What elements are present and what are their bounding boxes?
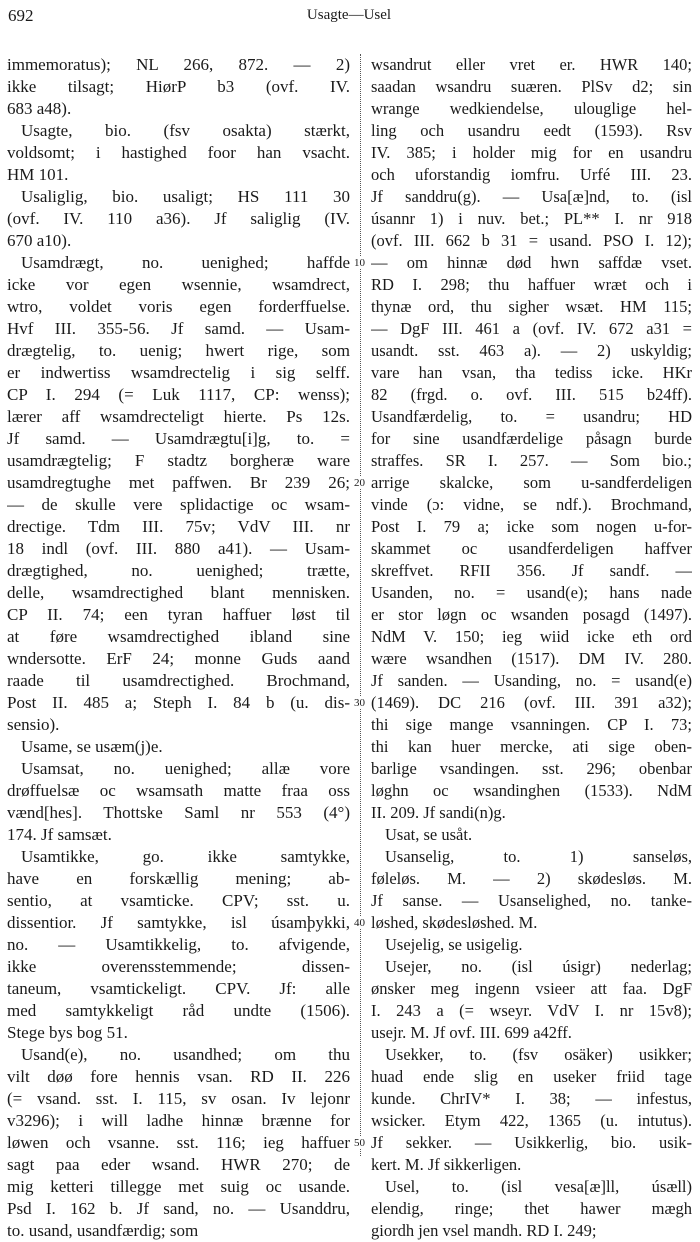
text-line: Post II. 485 a; Steph I. 84 b (u. dis- <box>7 693 350 712</box>
text-line: I. 243 a (= wseyr. VdV I. nr 15v8); <box>371 1001 692 1020</box>
text-line: Hvf III. 355-56. Jf samd. — Usam- <box>7 319 350 338</box>
text-line: Jf sanse. — Usanselighed, no. tanke- <box>371 891 692 910</box>
text-line: usandt. sst. 463 a). — 2) uskyldig; <box>371 341 692 360</box>
text-line: skammet oc usandferdeligen haffver <box>371 539 692 558</box>
text-line: er indwertiss wsamdrectelig i sig selff. <box>7 363 350 382</box>
text-line: dissentior. Jf samtykke, isl úsamþykki, <box>7 913 350 932</box>
text-line: mig ketteri tillegge met suig oc usande. <box>7 1177 350 1196</box>
text-line: sagt paa eder wsand. HWR 270; de <box>7 1155 350 1174</box>
text-line: usamdregtughe met paffwen. Br 239 26; <box>7 473 350 492</box>
text-line: Usanden, no. = usand(e); hans nade <box>371 583 692 602</box>
text-line: NdM V. 150; ieg wiid icke eth ord <box>371 627 692 646</box>
text-line: to. usand, usandfærdig; som <box>7 1221 199 1240</box>
text-line: taneum, vsamtickeligt. CPV. Jf: alle <box>7 979 350 998</box>
text-line: raade til usamdrectighed. Brochmand, <box>7 671 350 690</box>
text-line: (ovf. IV. 110 a36). Jf saliglig (IV. <box>7 209 350 228</box>
text-line: Usel, to. (isl vesa[æ]ll, úsæll) <box>385 1177 692 1196</box>
text-line: drægtighed, no. uenighed; trætte, <box>7 561 350 580</box>
text-line: elendig, ringe; thet hawer mægh <box>371 1199 692 1218</box>
text-line: Psd I. 162 b. Jf sand, no. — Usanddru, <box>7 1199 350 1218</box>
text-line: Usejelig, se usigelig. <box>385 935 523 954</box>
text-line: ikke tilsagt; HiørP b3 (ovf. IV. <box>7 77 350 96</box>
text-line: Post I. 79 a; icke som nogen u-for- <box>371 517 692 536</box>
text-line: drægtelig, to. uenig; hwert rige, som <box>7 341 350 360</box>
text-line: Usamdrægt, no. uenighed; haffde <box>21 253 350 272</box>
line-number: 40 <box>354 917 365 929</box>
text-line: v3296); i will ladhe hinnæ brænne for <box>7 1111 350 1130</box>
left-column <box>7 54 350 1242</box>
text-line: vare han vsan, tha tediss icke. HKr <box>371 363 692 382</box>
text-line: wære wsandhen (1517). DM IV. 280. <box>371 649 692 668</box>
text-line: (1469). DC 216 (ovf. III. 391 a32); <box>371 693 692 712</box>
text-line: er stor løgn oc wsanden posagd (1497). <box>371 605 692 624</box>
text-line: CP II. 74; een tyran haffuer løst til <box>7 605 350 624</box>
text-line: wndersotte. ErF 24; monne Guds aand <box>7 649 350 668</box>
text-line: 18 indl (ovf. III. 880 a41). — Usam- <box>7 539 350 558</box>
text-line: skreffvet. RFII 356. Jf sandf. — <box>371 561 692 580</box>
text-line: IV. 385; i holder mig for en usandru <box>371 143 692 162</box>
text-line: wsandrut eller vret er. HWR 140; <box>371 55 692 74</box>
text-line: Usat, se usåt. <box>385 825 473 844</box>
text-line: HM 101. <box>7 165 69 184</box>
text-line: lærer aff wsamdrecteligt hierte. Ps 12s. <box>7 407 350 426</box>
column-divider <box>360 54 361 1156</box>
text-line: ikke overensstemmende; dissen- <box>7 957 350 976</box>
text-line: 683 a48). <box>7 99 72 118</box>
text-line: kunde. ChrIV* I. 38; — infestus, <box>371 1089 692 1108</box>
text-line: Usagte, bio. (fsv osakta) stærkt, <box>21 121 350 140</box>
right-column <box>371 54 692 1242</box>
text-line: Jf sekker. — Usikkerlig, bio. usik- <box>371 1133 692 1152</box>
text-line: wrange wedkiendelse, ulouglige hel- <box>371 99 692 118</box>
text-line: kert. M. Jf sikkerligen. <box>371 1155 522 1174</box>
text-line: usamdrægtelig; F stadtz borgheræ ware <box>7 451 350 470</box>
text-line: drøffuelsæ oc wsamsath matte fraa oss <box>7 781 350 800</box>
text-line: Usamtikke, go. ikke samtykke, <box>21 847 350 866</box>
line-number: 10 <box>354 257 365 269</box>
text-line: no. — Usamtikkelig, to. afvigende, <box>7 935 350 954</box>
text-line: med samtykkeligt råd undte (1506). <box>7 1001 350 1020</box>
text-line: Usejer, no. (isl úsigr) nederlag; <box>385 957 692 976</box>
text-line: — de skulle vere splidactige oc wsam- <box>7 495 350 514</box>
text-line: Usame, se usæm(j)e. <box>21 737 163 756</box>
text-line: løwen och vsanne. sst. 116; ieg haffuer <box>7 1133 350 1152</box>
text-line: Jf samd. — Usamdrægtu[i]g, to. = <box>7 429 350 448</box>
text-line: Usekker, to. (fsv osäker) usikker; <box>385 1045 692 1064</box>
text-line: voldsomt; i hastighed foor han vsacht. <box>7 143 350 162</box>
text-line: thi sige mange vsanningen. CP I. 73; <box>371 715 692 734</box>
page-header <box>8 6 690 28</box>
text-line: vænd[hes]. Thottske Saml nr 553 (4°) <box>7 803 350 822</box>
text-line: (ovf. III. 662 b 31 = usand. PSO I. 12); <box>371 231 692 250</box>
text-line: barlige vsandingen. sst. 296; obenbar <box>371 759 692 778</box>
running-title: Usagte—Usel <box>306 7 392 23</box>
text-line: Usanselig, to. 1) sanseløs, <box>385 847 692 866</box>
text-line: icke vor egen wsennie, wsamdrect, <box>7 275 350 294</box>
text-line: — DgF III. 461 a (ovf. IV. 672 a31 = <box>371 319 692 338</box>
page-number: 692 <box>8 6 34 25</box>
text-line: 82 (frgd. o. ovf. III. 515 b24ff). <box>371 385 692 404</box>
text-line: ønsker meg ingenn vsieer att faa. DgF <box>371 979 692 998</box>
text-line: usejr. M. Jf ovf. III. 699 a42ff. <box>371 1023 572 1042</box>
text-line: vinde (ɔ: vidne, se ndf.). Brochmand, <box>371 495 692 514</box>
text-line: saadan wsandru suæren. PlSv d2; sin <box>371 77 692 96</box>
text-line: úsannr 1) i nuv. bet.; PL** I. nr 918 <box>371 209 692 228</box>
text-line: — om hinnæ død hwn saffdæ vset. <box>371 253 692 272</box>
line-number: 20 <box>354 477 365 489</box>
line-number: 30 <box>354 697 365 709</box>
text-line: wsicker. Etym 422, 1365 (u. intutus). <box>371 1111 692 1130</box>
text-line: (= vsand. sst. I. 115, sv osan. Iv lejonr <box>7 1089 350 1108</box>
text-line: II. 209. Jf sandi(n)g. <box>371 803 506 822</box>
text-line: CP I. 294 (= Luk 1117, CP: wenss); <box>7 385 350 404</box>
text-line: delle, wsamdrectighed blant mennisken. <box>7 583 350 602</box>
text-line: straffes. SR I. 257. — Som bio.; <box>371 451 692 470</box>
text-line: Usand(e), no. usandhed; om thu <box>21 1045 350 1064</box>
text-line: thi kan huer mercke, ati sige oben- <box>371 737 692 756</box>
text-line: 670 a10). <box>7 231 72 250</box>
text-line: drectige. Tdm III. 75v; VdV III. nr <box>7 517 350 536</box>
text-line: Stege bys bog 51. <box>7 1023 128 1042</box>
text-line: Usandfærdelig, to. = usandru; HD <box>371 407 692 426</box>
text-line: giordh jen vsel mandh. RD I. 249; <box>371 1221 597 1240</box>
text-line: huad ende slig en useker friid tage <box>371 1067 692 1086</box>
text-line: føleløs. M. — 2) skødesløs. M. <box>371 869 692 888</box>
text-line: wtro, voldet voris egen forderffuelse. <box>7 297 350 316</box>
line-number: 50 <box>354 1137 365 1149</box>
text-line: arrige skalcke, som u-sandferdeligen <box>371 473 692 492</box>
text-line: løghn oc wsandinghen (1533). NdM <box>371 781 692 800</box>
text-line: thynæ ord, thu sigher wsæt. HM 115; <box>371 297 692 316</box>
text-line: have en forskællig mening; ab- <box>7 869 350 888</box>
text-line: løshed, skødesløshed. M. <box>371 913 538 932</box>
text-line: Jf sanddru(g). — Usa[æ]nd, to. (isl <box>371 187 692 206</box>
text-line: Usaliglig, bio. usaligt; HS 111 30 <box>21 187 350 206</box>
text-line: at føre wsamdrectighed ibland sine <box>7 627 350 646</box>
text-line: RD I. 298; thu haffuer wræt och i <box>371 275 692 294</box>
text-line: ling och usandru eedt (1593). Rsv <box>371 121 692 140</box>
text-line: och uforstandig iomfru. Urfé III. 23. <box>371 165 692 184</box>
text-line: for sine usandfærdelige påsagn burde <box>371 429 692 448</box>
text-line: 174. Jf samsæt. <box>7 825 112 844</box>
text-line: sentio, at vsamticke. CPV; sst. u. <box>7 891 350 910</box>
text-line: immemoratus); NL 266, 872. — 2) <box>7 55 350 74</box>
text-line: Jf sanden. — Usanding, no. = usand(e) <box>371 671 692 690</box>
text-line: sensio). <box>7 715 60 734</box>
text-line: Usamsat, no. uenighed; allæ vore <box>21 759 350 778</box>
text-line: vilt døø fore hennis vsan. RD II. 226 <box>7 1067 350 1086</box>
